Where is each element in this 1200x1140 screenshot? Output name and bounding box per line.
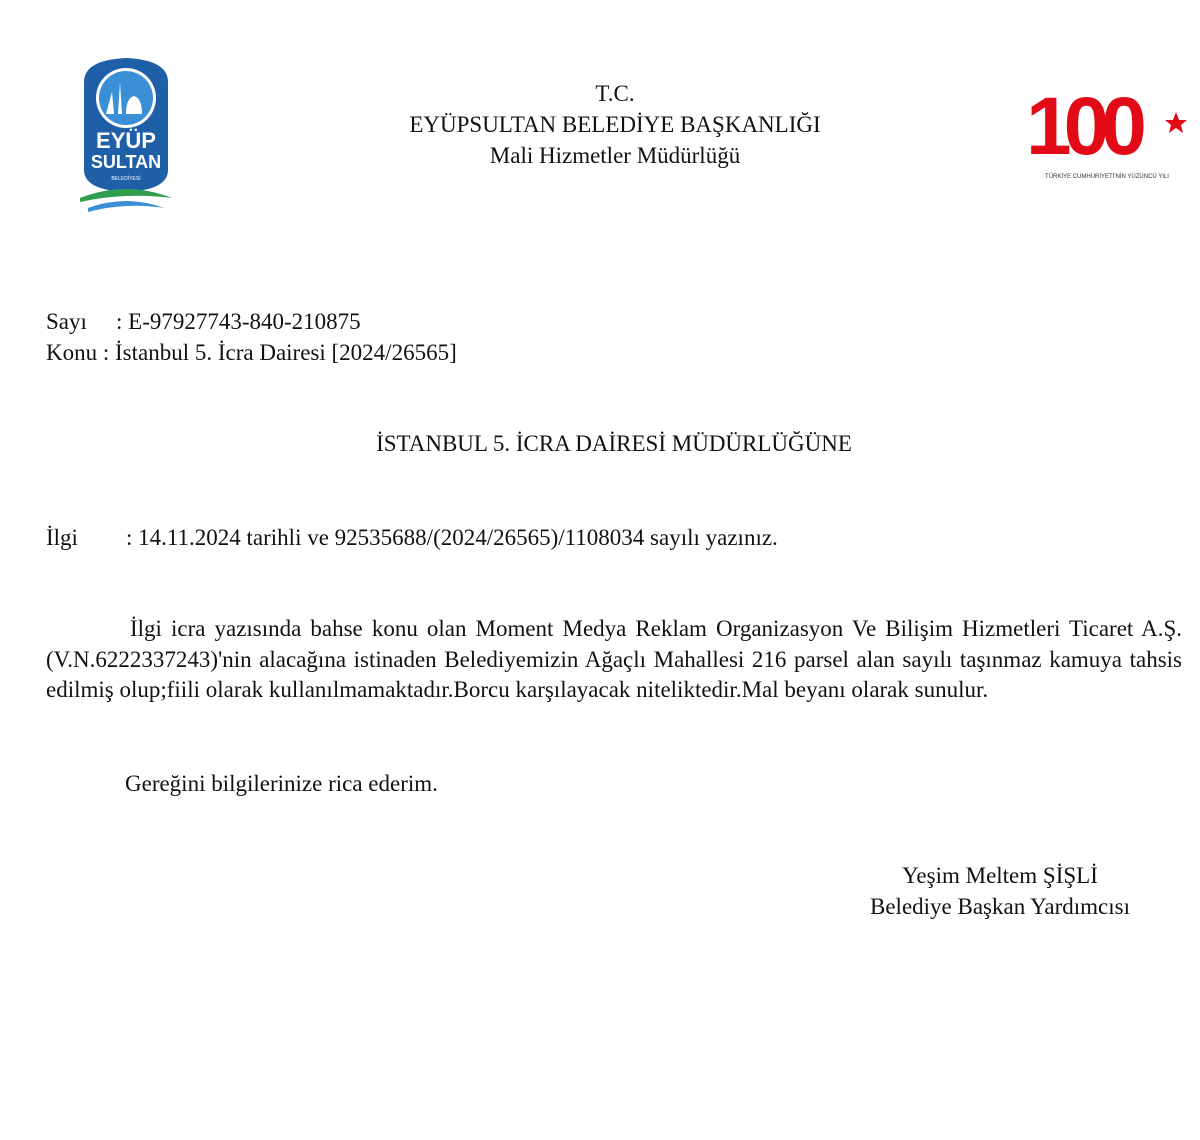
logo-text-small: BELEDİYESİ [111, 176, 141, 182]
logo-text-top: EYÜP [96, 128, 156, 153]
logo-text-bottom: SULTAN [90, 152, 162, 172]
ilgi-label: İlgi [46, 525, 78, 550]
konu-value: : İstanbul 5. İcra Dairesi [2024/26565] [102, 340, 457, 365]
sayi-label: Sayı [46, 309, 87, 334]
centennial-caption: TÜRKİYE CUMHURİYETİ'NİN YÜZÜNCÜ YILI [1045, 174, 1169, 180]
body-paragraph: İlgi icra yazısında bahse konu olan Moment Medya Reklam Organizasyon Ve Bilişim Hizmetleri Ticaret A.Ş.(V.N.6222337243)'nin alacağına istinaden Belediyemizin Ağaçlı Mahallesi 216 parsel alan sayılı taşınmaz kamuya tahsis edilmiş olup;fiili olarak kullanılmamaktadır.Borcu karşılayacak niteliktedir.Mal beyanı olarak sunulur. [46, 616, 1182, 702]
ilgi-value: : 14.11.2024 tarihli ve 92535688/(2024/26565)/1108034 sayılı yazınız. [126, 525, 778, 550]
konu-row [46, 337, 457, 368]
letterhead [300, 78, 930, 171]
header-department: Mali Hizmetler Müdürlüğü [489, 143, 741, 168]
signatory-name: Yeşim Meltem ŞİŞLİ [902, 863, 1098, 888]
signature-block [820, 860, 1180, 922]
star-icon [1165, 112, 1187, 133]
header-institution: EYÜPSULTAN BELEDİYE BAŞKANLIĞI [409, 112, 821, 137]
sayi-value: : E-97927743-840-210875 [116, 309, 361, 334]
centennial-number: 100 [1026, 82, 1139, 172]
sayi-row [46, 306, 457, 337]
konu-label: Konu [46, 340, 98, 365]
centennial-logo [1024, 82, 1190, 182]
header-tc: T.C. [595, 81, 635, 106]
ilgi-row [46, 522, 778, 553]
closing-line: Gereğini bilgilerinize rica ederim. [125, 771, 438, 796]
addressee: İSTANBUL 5. İCRA DAİRESİ MÜDÜRLÜĞÜNE [376, 431, 852, 456]
reference-block [46, 306, 457, 368]
eyupsultan-logo [74, 52, 178, 222]
signatory-title: Belediye Başkan Yardımcısı [870, 894, 1130, 919]
